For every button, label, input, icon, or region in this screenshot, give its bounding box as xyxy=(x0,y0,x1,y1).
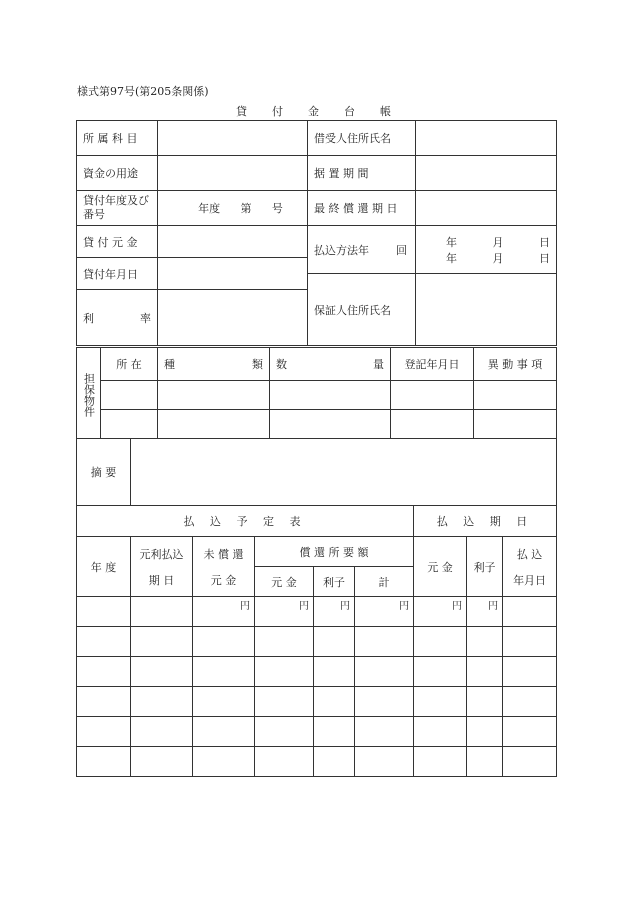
collateral-cell[interactable] xyxy=(474,410,557,439)
schedule-cell[interactable] xyxy=(77,717,131,747)
schedule-cell[interactable] xyxy=(77,597,131,627)
purpose-value[interactable] xyxy=(158,156,308,191)
yen-unit: 円 xyxy=(240,601,250,612)
schedule-row xyxy=(77,657,557,687)
year-col-header: 年 度 xyxy=(77,537,131,597)
schedule-cell[interactable] xyxy=(467,597,503,627)
schedule-cell[interactable] xyxy=(314,747,355,777)
schedule-cell[interactable] xyxy=(503,747,557,777)
schedule-cell[interactable] xyxy=(314,657,355,687)
yen-unit: 円 xyxy=(488,601,499,612)
payment-method-text: 払込方法年 xyxy=(314,243,369,257)
schedule-cell[interactable] xyxy=(414,687,467,717)
required-total-header: 計 xyxy=(355,567,414,597)
change-header: 異 動 事 項 xyxy=(474,348,557,381)
schedule-cell[interactable] xyxy=(314,597,355,627)
collateral-cell[interactable] xyxy=(101,410,158,439)
schedule-cell[interactable] xyxy=(193,657,255,687)
schedule-cell[interactable] xyxy=(414,627,467,657)
ymd-day: 日 xyxy=(539,235,550,249)
number-unit: 号 xyxy=(271,202,283,215)
type-header: 種 類 xyxy=(158,348,270,381)
payment-dates[interactable] xyxy=(416,226,557,274)
account-value[interactable] xyxy=(158,121,308,156)
required-col-header: 償 還 所 要 額 xyxy=(255,537,414,567)
yen-unit: 円 xyxy=(340,601,350,612)
principal-label: 貸 付 元 金 xyxy=(77,226,158,258)
title-char: 金 xyxy=(308,105,319,118)
schedule-cell[interactable] xyxy=(314,717,355,747)
ymd-year: 年 xyxy=(446,235,457,249)
loan-date-value[interactable] xyxy=(158,258,308,290)
schedule-cell[interactable] xyxy=(414,657,467,687)
deferral-value[interactable] xyxy=(416,156,557,191)
schedule-cell[interactable] xyxy=(467,627,503,657)
collateral-cell[interactable] xyxy=(158,381,270,410)
schedule-cell[interactable] xyxy=(193,597,255,627)
document-title xyxy=(236,103,416,119)
schedule-cell[interactable] xyxy=(193,687,255,717)
rate-char-b: 率 xyxy=(140,311,151,325)
schedule-cell[interactable] xyxy=(355,657,414,687)
summary-label: 摘 要 xyxy=(77,439,131,506)
schedule-cell[interactable] xyxy=(255,627,314,657)
unpaid-col-header: 未 償 還 元 金 xyxy=(193,537,255,597)
schedule-cell[interactable] xyxy=(193,717,255,747)
title-char: 付 xyxy=(272,105,283,118)
schedule-cell[interactable] xyxy=(131,657,193,687)
schedule-cell[interactable] xyxy=(131,627,193,657)
schedule-cell[interactable] xyxy=(77,687,131,717)
collateral-cell[interactable] xyxy=(270,410,391,439)
ymd-year: 年 xyxy=(446,251,457,265)
collateral-cell[interactable] xyxy=(391,410,474,439)
schedule-row xyxy=(77,747,557,777)
ymd-month: 月 xyxy=(492,235,504,249)
collateral-section-label: 担保物件 xyxy=(77,348,101,439)
schedule-cell[interactable] xyxy=(467,657,503,687)
registration-header: 登記年月日 xyxy=(391,348,474,381)
guarantor-value[interactable] xyxy=(416,274,557,346)
collateral-table xyxy=(76,347,557,439)
schedule-cell[interactable] xyxy=(355,687,414,717)
schedule-cell[interactable] xyxy=(255,717,314,747)
payment-date-col-header: 払 込 年月日 xyxy=(503,537,557,597)
schedule-actual-header: 払 込 期 日 xyxy=(414,506,557,537)
schedule-cell[interactable] xyxy=(193,627,255,657)
schedule-row xyxy=(77,717,557,747)
title-char: 貸 xyxy=(236,105,247,118)
collateral-cell[interactable] xyxy=(391,381,474,410)
schedule-cell[interactable] xyxy=(314,687,355,717)
borrower-value[interactable] xyxy=(416,121,557,156)
schedule-cell[interactable] xyxy=(255,687,314,717)
summary-table xyxy=(76,438,557,506)
schedule-cell[interactable] xyxy=(77,657,131,687)
schedule-cell[interactable] xyxy=(77,747,131,777)
schedule-cell[interactable] xyxy=(131,747,193,777)
schedule-row xyxy=(77,687,557,717)
schedule-cell[interactable] xyxy=(355,597,414,627)
ymd-month: 月 xyxy=(492,251,504,265)
rate-label xyxy=(77,290,158,346)
schedule-cell[interactable] xyxy=(255,657,314,687)
required-interest-header: 利子 xyxy=(314,567,355,597)
required-principal-header: 元 金 xyxy=(255,567,314,597)
schedule-cell[interactable] xyxy=(255,747,314,777)
schedule-row xyxy=(77,627,557,657)
summary-value[interactable] xyxy=(131,439,557,506)
number-prefix: 第 xyxy=(240,202,252,215)
principal-value[interactable] xyxy=(158,226,308,258)
payment-times-unit: 回 xyxy=(396,243,407,257)
schedule-cell[interactable] xyxy=(503,627,557,657)
rate-char-a: 利 xyxy=(83,311,94,325)
schedule-cell[interactable] xyxy=(414,717,467,747)
title-char: 帳 xyxy=(380,105,391,118)
schedule-cell[interactable] xyxy=(355,627,414,657)
schedule-cell[interactable] xyxy=(467,717,503,747)
location-header: 所 在 xyxy=(101,348,158,381)
actual-principal-col-header: 元 金 xyxy=(414,537,467,597)
schedule-cell[interactable] xyxy=(131,597,193,627)
loan-info-table xyxy=(76,120,557,346)
schedule-cell[interactable] xyxy=(503,717,557,747)
loan-date-label: 貸付年月日 xyxy=(77,258,158,290)
guarantor-label: 保証人住所氏名 xyxy=(308,274,416,346)
year-number-label: 貸付年度及び番号 xyxy=(77,191,158,226)
schedule-cell[interactable] xyxy=(503,657,557,687)
schedule-cell[interactable] xyxy=(193,747,255,777)
yen-unit: 円 xyxy=(299,601,309,612)
schedule-cell[interactable] xyxy=(77,627,131,657)
borrower-label: 借受人住所氏名 xyxy=(308,121,416,156)
payment-method-label xyxy=(308,226,416,274)
schedule-cell[interactable] xyxy=(503,597,557,627)
final-repay-label: 最 終 償 還 期 日 xyxy=(308,191,416,226)
schedule-cell[interactable] xyxy=(255,597,314,627)
deferral-label: 据 置 期 間 xyxy=(308,156,416,191)
yen-unit: 円 xyxy=(452,601,463,612)
rate-value[interactable] xyxy=(158,290,308,346)
schedule-cell[interactable] xyxy=(355,717,414,747)
collateral-cell[interactable] xyxy=(101,381,158,410)
schedule-cell[interactable] xyxy=(503,687,557,717)
collateral-cell[interactable] xyxy=(158,410,270,439)
schedule-plan-header: 払 込 予 定 表 xyxy=(77,506,414,537)
collateral-cell[interactable] xyxy=(270,381,391,410)
schedule-cell[interactable] xyxy=(414,747,467,777)
form-number-label: 様式第97号(第205条関係) xyxy=(77,85,209,98)
schedule-cell[interactable] xyxy=(314,627,355,657)
schedule-cell[interactable] xyxy=(467,687,503,717)
schedule-cell[interactable] xyxy=(414,597,467,627)
schedule-cell[interactable] xyxy=(355,747,414,777)
final-repay-value[interactable] xyxy=(416,191,557,226)
year-unit: 年度 xyxy=(198,202,221,215)
schedule-cell[interactable] xyxy=(467,747,503,777)
ymd-day: 日 xyxy=(539,251,550,265)
quantity-header: 数 量 xyxy=(270,348,391,381)
title-char: 台 xyxy=(344,105,355,118)
yen-unit: 円 xyxy=(399,601,410,612)
purpose-label: 資金の用途 xyxy=(77,156,158,191)
principal-interest-col-header: 元利払込 期 日 xyxy=(131,537,193,597)
schedule-table xyxy=(76,505,557,777)
actual-interest-col-header: 利子 xyxy=(467,537,503,597)
collateral-cell[interactable] xyxy=(474,381,557,410)
account-label: 所 属 科 目 xyxy=(77,121,158,156)
year-number-value[interactable] xyxy=(158,191,308,226)
schedule-cell[interactable] xyxy=(131,717,193,747)
schedule-cell[interactable] xyxy=(131,687,193,717)
